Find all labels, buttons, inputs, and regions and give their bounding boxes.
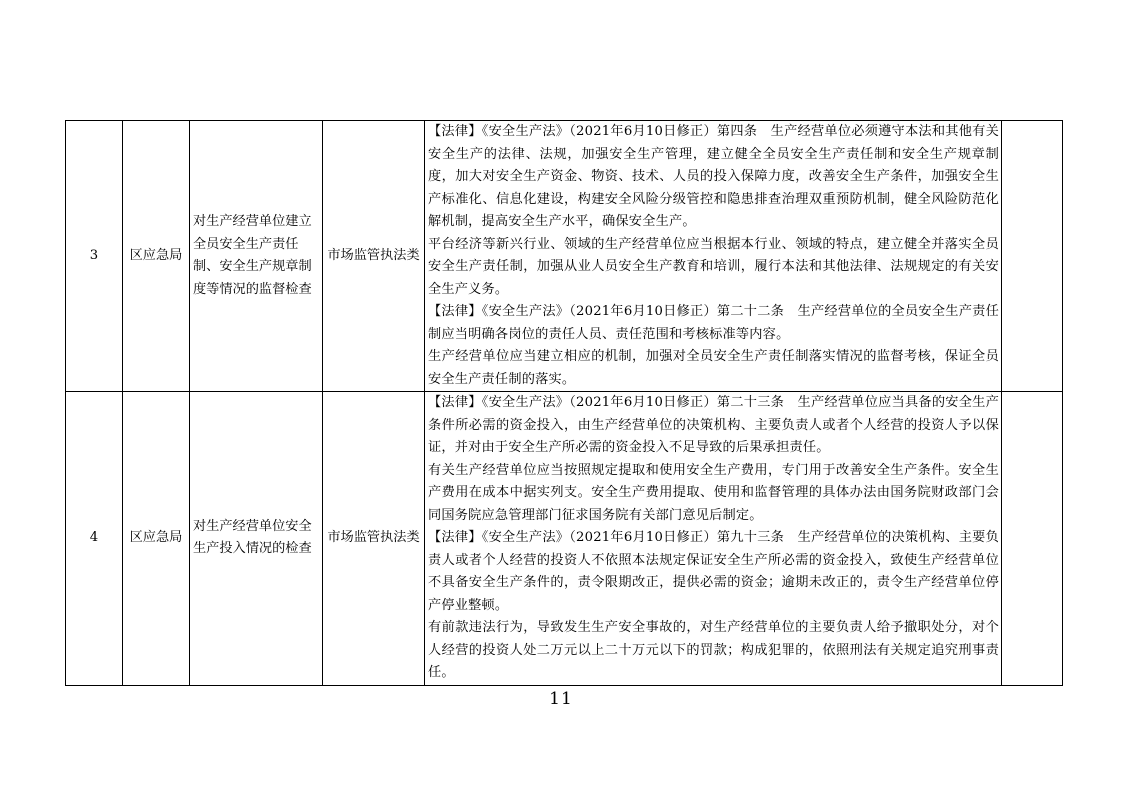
regulation-table: [65, 120, 1063, 686]
table-row: [66, 121, 1063, 392]
legal-basis-paragraph: 生产经营单位应当建立相应的机制，加强对全员安全生产责任制落实情况的监督考核，保证全员安全生产责任制的落实。: [428, 349, 999, 387]
department-cell: 区应急局: [123, 121, 190, 392]
legal-basis-paragraph: 有关生产经营单位应当按照规定提取和使用安全生产费用，专门用于改善安全生产条件。安全生产费用在成本中据实列支。安全生产费用提取、使用和监督管理的具体办法由国务院财政部门会同国务院应急管理部门征求国务院有关部门意见后制定。: [428, 462, 999, 523]
inspection-item-cell: 对生产经营单位安全生产投入情况的检查: [190, 392, 323, 686]
legal-basis-paragraph: 有前款违法行为，导致发生生产安全事故的，对生产经营单位的主要负责人给予撤职处分，对个人经营的投资人处二万元以上二十万元以下的罚款；构成犯罪的，依照刑法有关规定追究刑事责任。: [428, 620, 999, 680]
row-number: 3: [66, 121, 123, 392]
remarks-cell: [1002, 392, 1063, 686]
legal-basis-paragraph: 【法律】《安全生产法》（2021年6月10日修正）第二十三条 生产经营单位应当具备的安全生产条件所必需的资金投入，由生产经营单位的决策机构、主要负责人或者个人经营的投资人予以保证，并对由于安全生产所必需的资金投入不足导致的后果承担责任。: [428, 395, 999, 455]
legal-basis-paragraph: 平台经济等新兴行业、领域的生产经营单位应当根据本行业、领域的特点，建立健全并落实全员安全生产责任制，加强从业人员安全生产教育和培训，履行本法和其他法律、法规规定的有关安全生产义务。: [428, 236, 999, 297]
remarks-cell: [1002, 121, 1063, 392]
row-number: 4: [66, 392, 123, 686]
inspection-item-cell: 对生产经营单位建立全员安全生产责任制、安全生产规章制度等情况的监督检查: [190, 121, 323, 392]
legal-basis-paragraph: 【法律】《安全生产法》（2021年6月10日修正）第二十二条 生产经营单位的全员安全生产责任制应当明确各岗位的责任人员、责任范围和考核标准等内容。: [428, 304, 999, 342]
department-cell: 区应急局: [123, 392, 190, 686]
legal-basis-paragraph: 【法律】《安全生产法》（2021年6月10日修正）第四条 生产经营单位必须遵守本法和其他有关安全生产的法律、法规，加强安全生产管理，建立健全全员安全生产责任制和安全生产规章制度，加大对安全生产资金、物资、技术、人员的投入保障力度，改善安全生产条件，加强安全生产标准化、信息化建设，构建安全风险分级管控和隐患排查治理双重预防机制，健全风险防范化解机制，提高安全生产水平，确保安全生产。: [428, 124, 999, 229]
legal-basis-cell: [425, 392, 1002, 686]
category-cell: 市场监管执法类: [323, 121, 425, 392]
category-cell: 市场监管执法类: [323, 392, 425, 686]
legal-basis-paragraph: 【法律】《安全生产法》（2021年6月10日修正）第九十三条 生产经营单位的决策机构、主要负责人或者个人经营的投资人不依照本法规定保证安全生产所必需的资金投入，致使生产经营单位不具备安全生产条件的，责令限期改正，提供必需的资金；逾期未改正的，责令生产经营单位停产停业整顿。: [428, 530, 999, 613]
table-row: [66, 392, 1063, 686]
legal-basis-cell: [425, 121, 1002, 392]
page-number: 11: [549, 689, 573, 709]
